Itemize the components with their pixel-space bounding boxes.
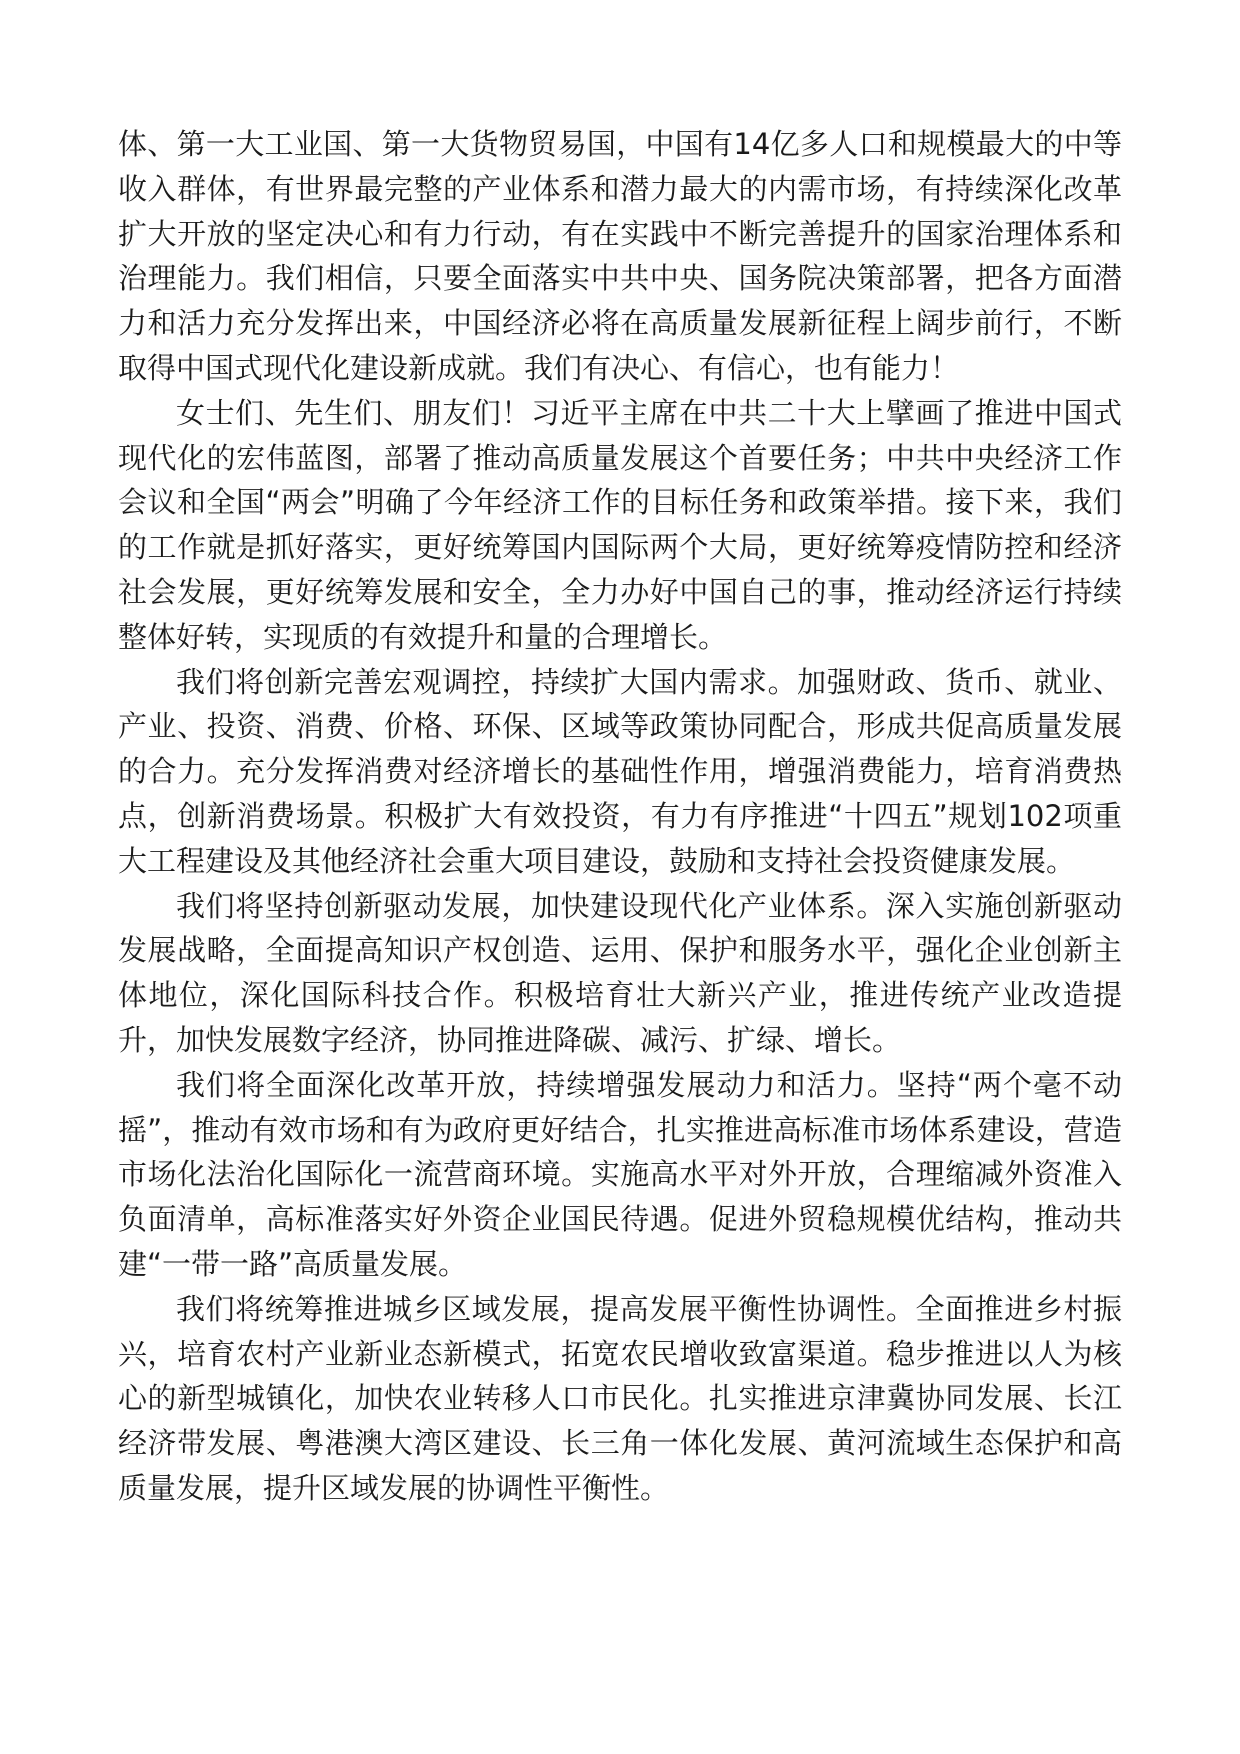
paragraph: 体、第一大工业国、第一大货物贸易国，中国有14亿多人口和规模最大的中等收入群体，有世界最完整的产业体系和潜力最大的内需市场，有持续深化改革扩大开放的坚定决心和有力行动，有在实践中不断完善提升的国家治理体系和治理能力。我们相信，只要全面落实中共中央、国务院决策部署，把各方面潜力和活力充分发挥出来，中国经济必将在高质量发展新征程上阔步前行，不断取得中国式现代化建设新成就。我们有决心、有信心，也有能力！ (118, 127, 1122, 385)
paragraph: 我们将坚持创新驱动发展，加快建设现代化产业体系。深入实施创新驱动发展战略，全面提高知识产权创造、运用、保护和服务水平，强化企业创新主体地位，深化国际科技合作。积极培育壮大新兴产业，推进传统产业改造提升，加快发展数字经济，协同推进降碳、减污、扩绿、增长。 (118, 888, 1122, 1057)
body-text (118, 122, 1122, 1511)
paragraph: 我们将创新完善宏观调控，持续扩大国内需求。加强财政、货币、就业、产业、投资、消费、价格、环保、区域等政策协同配合，形成共促高质量发展的合力。充分发挥消费对经济增长的基础性作用，增强消费能力，培育消费热点，创新消费场景。积极扩大有效投资，有力有序推进“十四五”规划102项重大工程建设及其他经济社会重大项目建设，鼓励和支持社会投资健康发展。 (118, 664, 1122, 878)
paragraph: 我们将全面深化改革开放，持续增强发展动力和活力。坚持“两个毫不动摇”，推动有效市场和有为政府更好结合，扎实推进高标准市场体系建设，营造市场化法治化国际化一流营商环境。实施高水平对外开放，合理缩减外资准入负面清单，高标准落实好外资企业国民待遇。促进外贸稳规模优结构，推动共建“一带一路”高质量发展。 (118, 1067, 1122, 1281)
paragraph: 女士们、先生们、朋友们！习近平主席在中共二十大上擘画了推进中国式现代化的宏伟蓝图，部署了推动高质量发展这个首要任务；中共中央经济工作会议和全国“两会”明确了今年经济工作的目标任务和政策举措。接下来，我们的工作就是抓好落实，更好统筹国内国际两个大局，更好统筹疫情防控和经济社会发展，更好统筹发展和安全，全力办好中国自己的事，推动经济运行持续整体好转，实现质的有效提升和量的合理增长。 (118, 395, 1122, 654)
paragraph: 我们将统筹推进城乡区域发展，提高发展平衡性协调性。全面推进乡村振兴，培育农村产业新业态新模式，拓宽农民增收致富渠道。稳步推进以人为核心的新型城镇化，加快农业转移人口市民化。扎实推进京津冀协同发展、长江经济带发展、粤港澳大湾区建设、长三角一体化发展、黄河流域生态保护和高质量发展，提升区域发展的协调性平衡性。 (118, 1291, 1122, 1505)
